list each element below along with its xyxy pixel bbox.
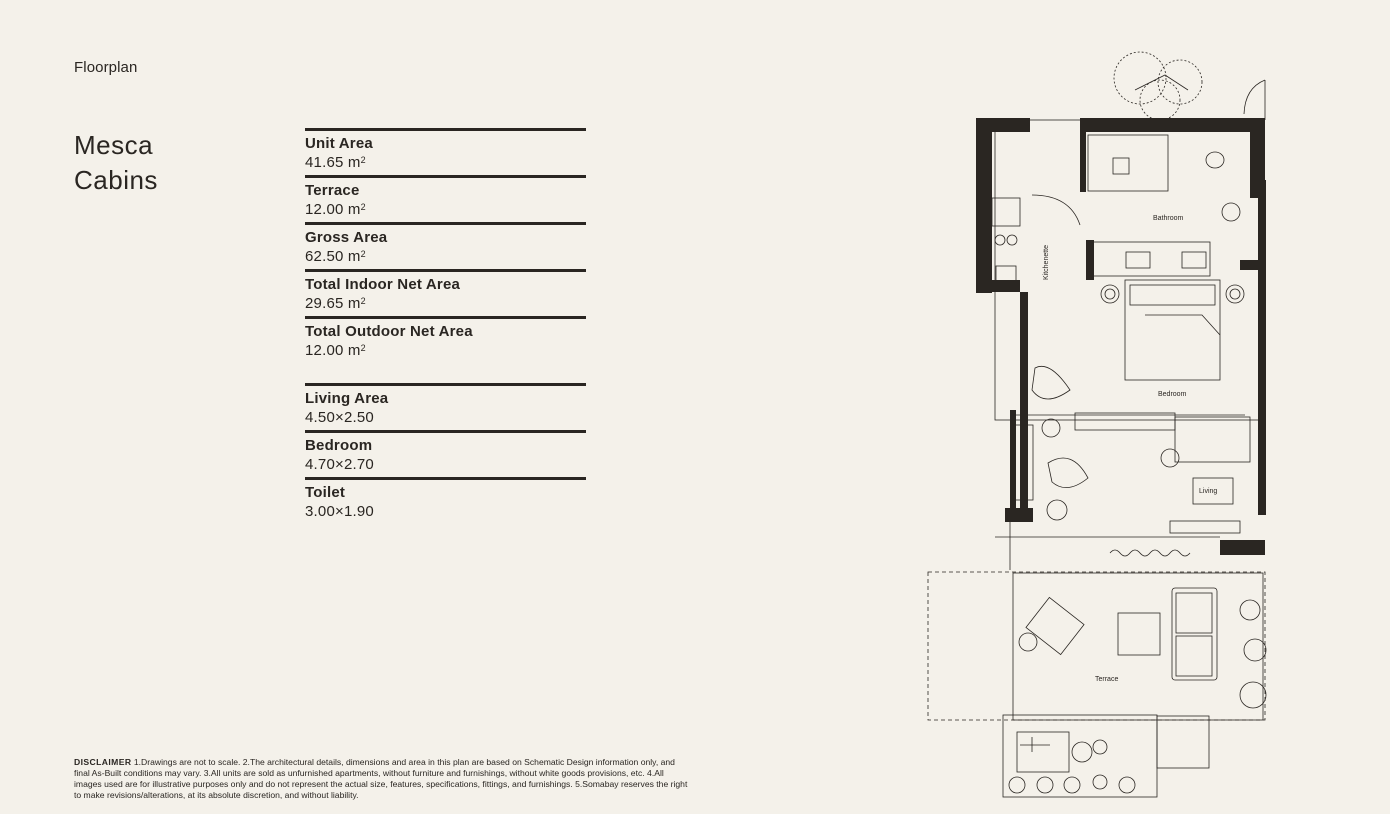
- terrace-outline: [928, 572, 1265, 720]
- bed: [1125, 280, 1220, 380]
- spec-value: 3.00×1.90: [305, 503, 374, 520]
- walls: [976, 118, 1266, 555]
- unit-name-line-2: Cabins: [74, 165, 158, 195]
- room-label-bathroom: Bathroom: [1153, 215, 1184, 222]
- specs-table: [305, 128, 586, 524]
- spec-value: 29.65 $m^2$: [305, 295, 366, 312]
- spec-row-toilet: [305, 477, 586, 524]
- unit-name-line-1: Mesca: [74, 130, 154, 160]
- terrace-table: [1026, 597, 1084, 654]
- spec-label: Terrace: [305, 182, 360, 199]
- tree-canopy: [1114, 52, 1202, 120]
- unit-name: [74, 128, 158, 198]
- spec-value: 41.65 $m^2$: [305, 154, 366, 171]
- shrub-row: [1009, 775, 1135, 793]
- spec-label: Bedroom: [305, 437, 373, 454]
- room-label-bedroom: Bedroom: [1158, 391, 1187, 398]
- disclaimer-heading: DISCLAIMER: [74, 757, 132, 767]
- floorplan-drawing: [920, 30, 1280, 806]
- spec-value: 4.50×2.50: [305, 409, 374, 426]
- terrace-sofa: [1172, 588, 1217, 680]
- room-label-living: Living: [1199, 488, 1218, 495]
- spec-row-bedroom: [305, 430, 586, 477]
- spec-label: Unit Area: [305, 135, 373, 152]
- spec-row-gross-area: [305, 222, 586, 269]
- spec-label: Living Area: [305, 390, 389, 407]
- spec-label: Total Outdoor Net Area: [305, 323, 473, 340]
- section-label: Floorplan: [74, 59, 138, 76]
- spec-value: 4.70×2.70: [305, 456, 374, 473]
- spec-label: Toilet: [305, 484, 346, 501]
- spec-row-unit-area: [305, 128, 586, 175]
- spec-row-indoor-net-area: [305, 269, 586, 316]
- spec-value: 12.00 $m^2$: [305, 201, 366, 218]
- living-sofa: [1175, 417, 1250, 462]
- spec-row-terrace: [305, 175, 586, 222]
- spec-row-living-area: [305, 383, 586, 430]
- room-label-terrace: Terrace: [1095, 676, 1119, 683]
- disclaimer-text: 1.Drawings are not to scale. 2.The architectural details, dimensions and area in this plan are based on Schematic Design information only, and final As-Built conditions may vary. 3.All units are sold as unfurnished apartments, without furniture and furnishings, without white goods provisions, etc. 4.All images used are for illustrative purposes only and do not represent the actual size, features, specifications, fittings, and furnishings. 5.Somabay reserves the right to make revisions/alterations, at its absolute discretion, and without liability.: [74, 757, 688, 800]
- spec-row-outdoor-net-area: [305, 316, 586, 363]
- spec-label: Total Indoor Net Area: [305, 276, 461, 293]
- spec-value: 12.00 $m^2$: [305, 342, 366, 359]
- disclaimer: [74, 757, 689, 801]
- spec-value: 62.50 $m^2$: [305, 248, 366, 265]
- armchair: [1032, 366, 1070, 399]
- spec-label: Gross Area: [305, 229, 388, 246]
- room-label-kitchenette: Kitchenette: [1043, 244, 1050, 280]
